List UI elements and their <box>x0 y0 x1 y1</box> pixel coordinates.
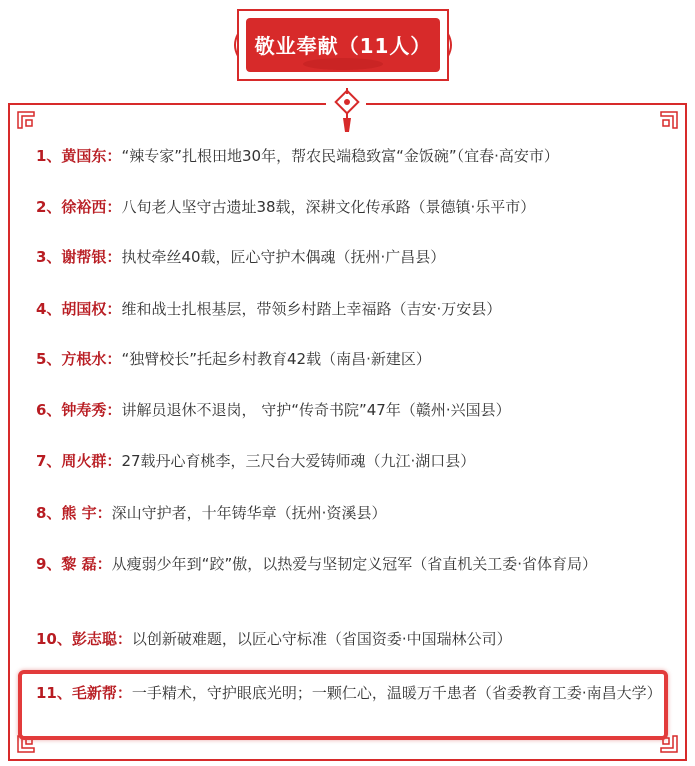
honoree-name: 10、彭志聪： <box>36 630 132 648</box>
list-item <box>36 348 662 371</box>
honoree-description: 讲解员退休不退岗， 守护“传奇书院”47年（赣州·兴国县） <box>121 401 511 419</box>
honoree-description: “独臂校长”托起乡村教育42载（南昌·新建区） <box>121 350 431 368</box>
list-item-highlighted <box>36 682 662 705</box>
honoree-name: 5、方根水： <box>36 350 122 368</box>
honoree-name: 8、熊 宇： <box>36 504 112 522</box>
list-item <box>36 450 662 473</box>
list-item <box>36 145 662 168</box>
list-item <box>36 553 662 576</box>
list-item <box>36 196 662 219</box>
honoree-name: 4、胡国权： <box>36 300 122 318</box>
list-item <box>36 298 662 321</box>
list-item <box>36 246 662 269</box>
honoree-name: 2、徐裕西： <box>36 198 122 216</box>
list-item <box>36 502 662 525</box>
page-title: 敬业奉献（11人） <box>254 34 432 58</box>
honoree-name: 9、黎 磊： <box>36 555 112 573</box>
honoree-description: 八旬老人坚守古遗址38载，深耕文化传承路（景德镇·乐平市） <box>121 198 536 216</box>
honoree-description: 维和战士扎根基层，带领乡村踏上幸福路（吉安·万安县） <box>121 300 502 318</box>
honoree-name: 1、黄国东： <box>36 147 122 165</box>
honoree-description: 以创新破难题，以匠心守标准（省国资委·中国瑞林公司） <box>131 630 512 648</box>
honoree-description: 27载丹心育桃李，三尺台大爱铸师魂（九江·湖口县） <box>121 452 476 470</box>
honoree-description: 从瘦弱少年到“跤”傲，以热爱与坚韧定义冠军（省直机关工委·省体育局） <box>111 555 597 573</box>
highlight-box <box>18 670 668 740</box>
list-item <box>36 628 662 651</box>
honoree-name: 7、周火群： <box>36 452 122 470</box>
honoree-description: 执杖牵丝40载，匠心守护木偶魂（抚州·广昌县） <box>121 248 446 266</box>
list-item <box>36 399 662 422</box>
honoree-description: 一手精术，守护眼底光明；一颗仁心，温暖万千患者（省委教育工委·南昌大学） <box>131 684 662 702</box>
honoree-name: 6、钟寿秀： <box>36 401 122 419</box>
honoree-description: 深山守护者，十年铸华章（抚州·资溪县） <box>111 504 387 522</box>
honoree-name: 3、谢帮银： <box>36 248 122 266</box>
honoree-description: “辣专家”扎根田地30年，帮农民端稳致富“金饭碗”（宜春·高安市） <box>121 147 559 165</box>
honoree-name: 11、毛新帮： <box>36 684 132 702</box>
